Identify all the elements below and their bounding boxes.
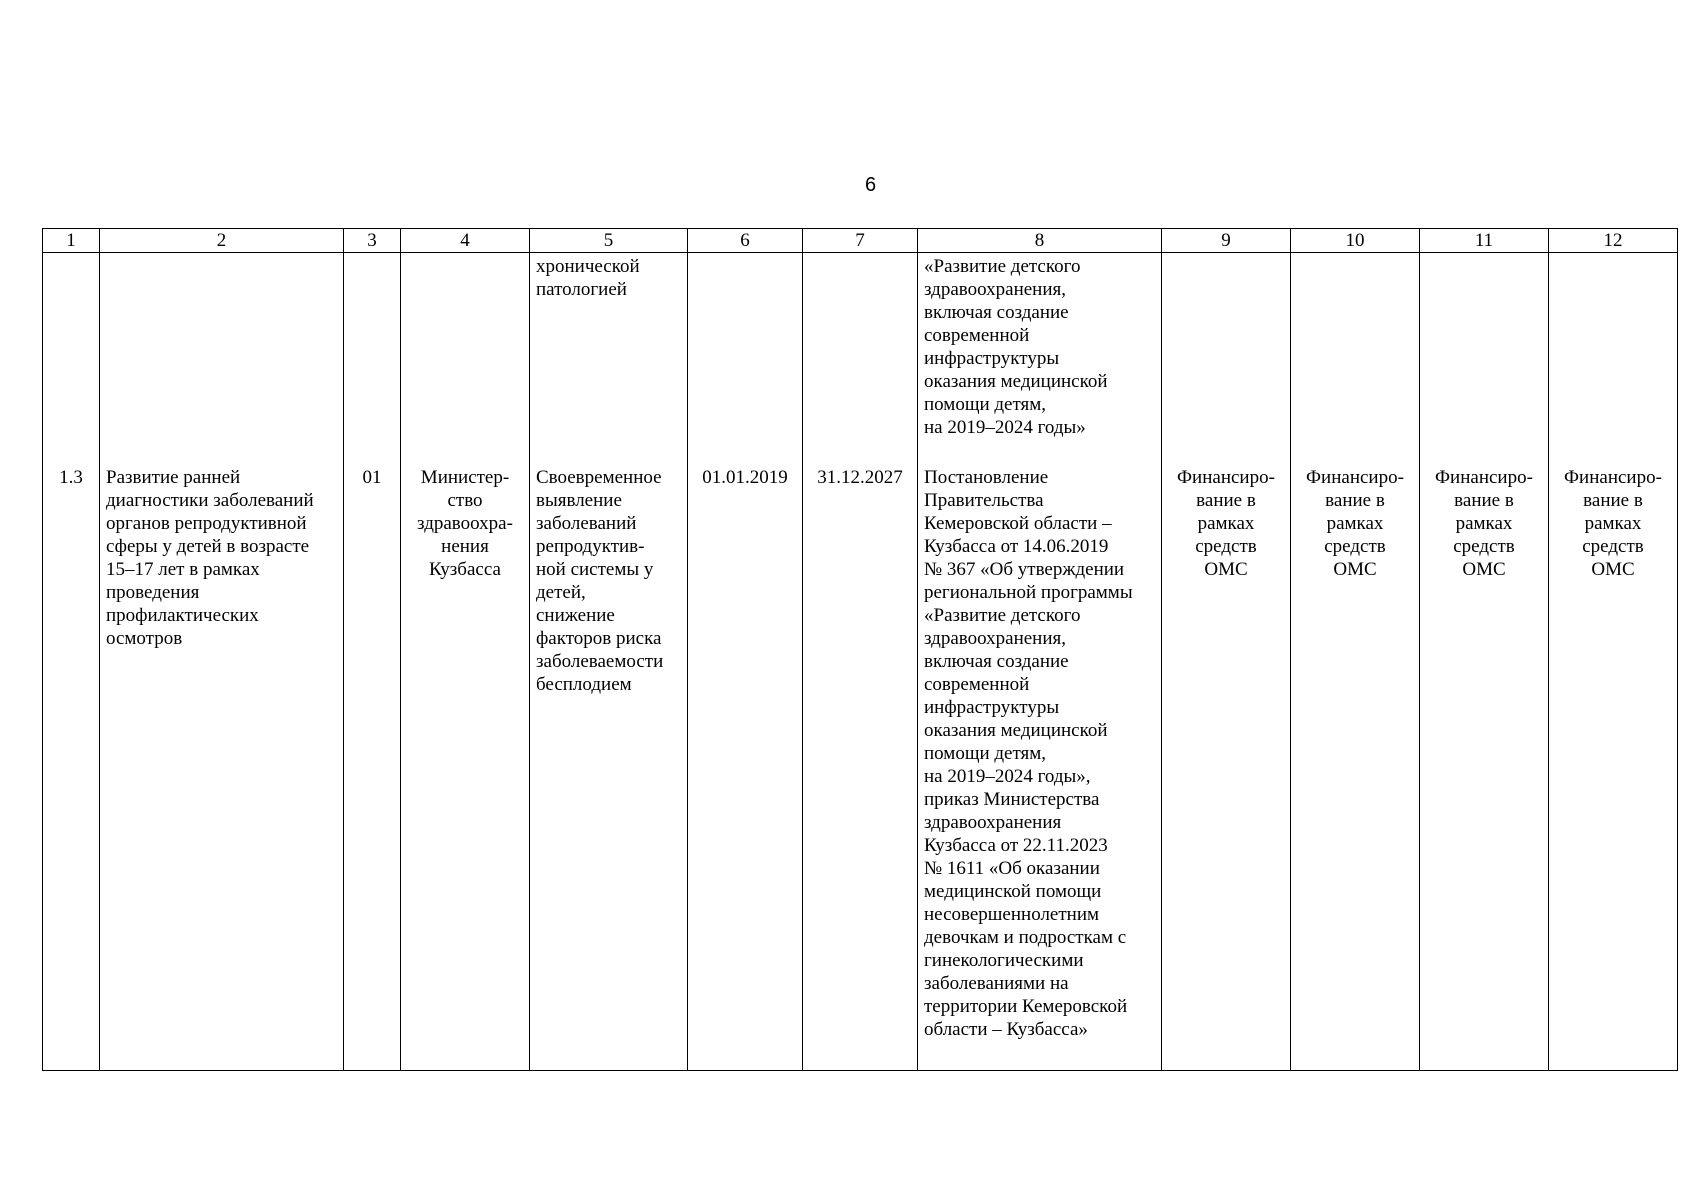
table-header-row (43, 229, 1678, 253)
start-date-cell: 01.01.2019 (688, 466, 803, 1071)
table-cell (401, 253, 530, 467)
financing-cell: Финансиро- вание в рамках средств ОМС (1549, 466, 1678, 1071)
table-cell (344, 253, 401, 467)
page-number: 6 (864, 174, 877, 196)
executor-cell: Министер- ство здравоохра- нения Кузбасса (401, 466, 530, 1071)
header-cell: 10 (1291, 229, 1420, 253)
header-cell: 7 (803, 229, 918, 253)
table-row-1-3 (43, 466, 1678, 1071)
end-date-cell: 31.12.2027 (803, 466, 918, 1071)
measures-table (42, 228, 1678, 1071)
basis-cell: «Развитие детского здравоохранения, включая создание современной инфраструктуры оказания медицинской помощи детям, на 2019–2024 годы» (918, 253, 1162, 467)
table-cell (1420, 253, 1549, 467)
header-cell: 3 (344, 229, 401, 253)
financing-cell: Финансиро- вание в рамках средств ОМС (1291, 466, 1420, 1071)
header-cell: 8 (918, 229, 1162, 253)
header-cell: 9 (1162, 229, 1291, 253)
header-cell: 12 (1549, 229, 1678, 253)
table-cell (1291, 253, 1420, 467)
measure-name-cell: Развитие ранней диагностики заболеваний органов репродуктивной сферы у детей в возрасте 15–17 лет в рамках проведения профилактических осмотров (100, 466, 344, 1071)
table-cell (43, 253, 100, 467)
result-cell: Своевременное выявление заболеваний репродуктив- ной системы у детей, снижение факторов риска заболеваемости бесплодием (530, 466, 688, 1071)
financing-cell: Финансиро- вание в рамках средств ОМС (1420, 466, 1549, 1071)
header-cell: 5 (530, 229, 688, 253)
code-cell: 01 (344, 466, 401, 1071)
table-cell (803, 253, 918, 467)
header-cell: 6 (688, 229, 803, 253)
table-cell (1549, 253, 1678, 467)
continuation-row (43, 253, 1678, 467)
table-cell (100, 253, 344, 467)
table-cell (688, 253, 803, 467)
header-cell: 11 (1420, 229, 1549, 253)
basis-cell: Постановление Правительства Кемеровской области – Кузбасса от 14.06.2019 № 367 «Об утверждении региональной программы «Развитие детского здравоохранения, включая создание современной инфраструктуры оказания медицинской помощи детям, на 2019–2024 годы», приказ Министерства здравоохранения Кузбасса от 22.11.2023 № 1611 «Об оказании медицинской помощи несовершеннолетним девочкам и подросткам с гинекологическими заболеваниями на территории Кемеровской области – Кузбасса» (918, 466, 1162, 1071)
number-cell: 1.3 (43, 466, 100, 1071)
result-cell: хронической патологией (530, 253, 688, 467)
header-cell: 4 (401, 229, 530, 253)
table-cell (1162, 253, 1291, 467)
header-cell: 1 (43, 229, 100, 253)
financing-cell: Финансиро- вание в рамках средств ОМС (1162, 466, 1291, 1071)
header-cell: 2 (100, 229, 344, 253)
